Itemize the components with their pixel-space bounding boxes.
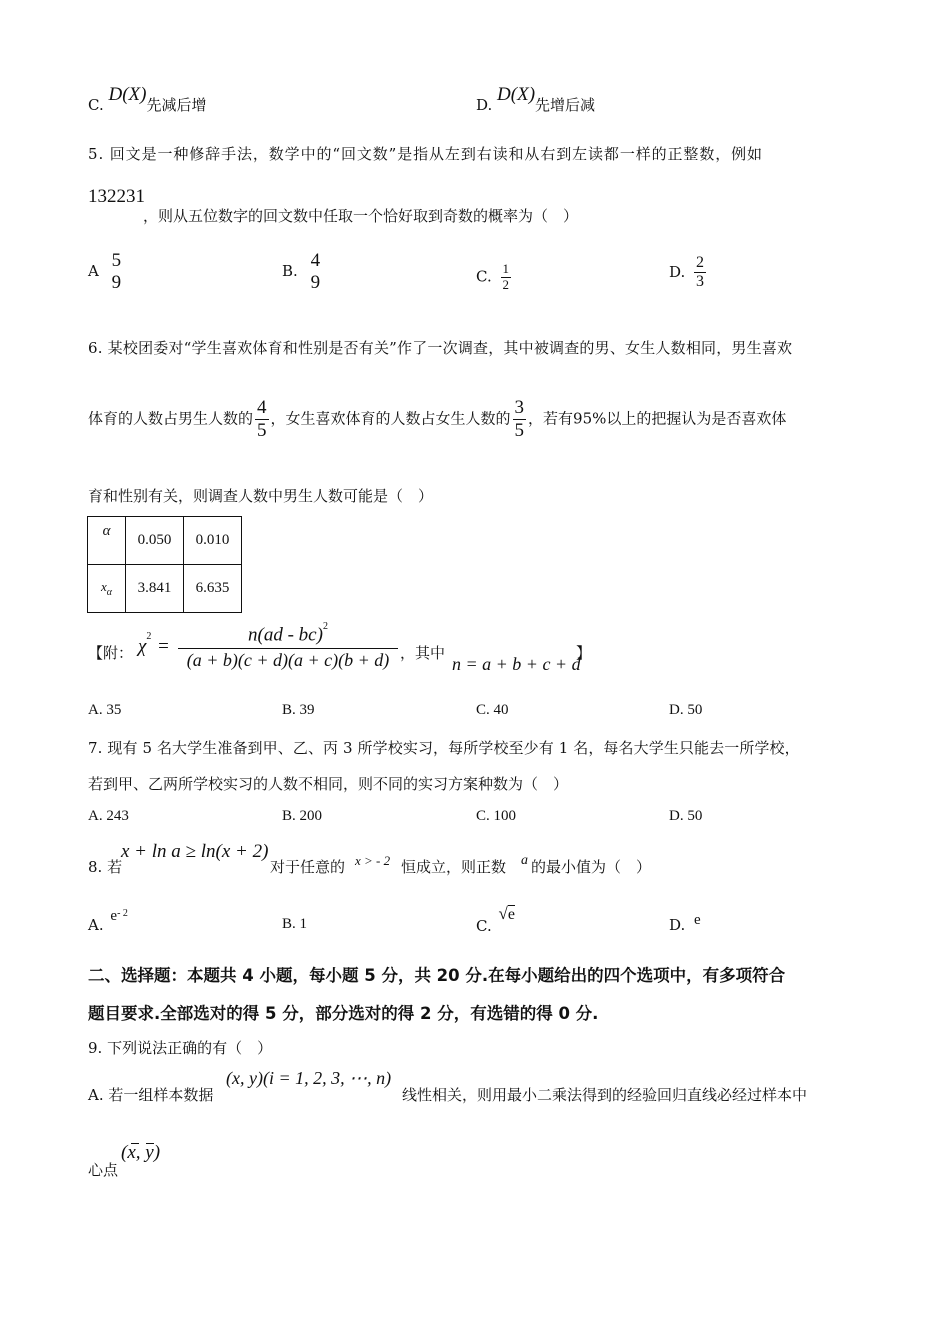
q4-option-c-label: C.	[88, 96, 104, 114]
sqrt-icon: √	[498, 904, 508, 923]
formula-numerator-text: n(ad - bc)	[248, 624, 323, 646]
q8-option-c	[476, 904, 515, 936]
q6-line3: 育和性别有关，则调查人数中男生人数可能是（ ）	[88, 487, 434, 505]
option-label: A.	[88, 916, 104, 934]
x-symbol: x	[100, 579, 107, 594]
q5-line2: ，则从五位数字的回文数中任取一个恰好取到奇数的概率为（ ）	[143, 207, 579, 225]
q5-number: 132231	[88, 186, 145, 207]
q7-option-d: D. 50	[669, 808, 703, 824]
q4-option-c-expr: D(X)	[108, 84, 147, 105]
option-label: C.	[476, 917, 492, 935]
numerator: 5	[111, 250, 122, 271]
formula-denominator: (a + b)(c + d)(a + c)(b + d)	[186, 650, 390, 671]
formula-numerator-exponent: 2	[322, 621, 328, 632]
option-label: B.	[282, 261, 298, 280]
q6-appendix-close: 】	[576, 644, 592, 662]
x-subscript: α	[106, 587, 113, 598]
equals-sign: =	[158, 636, 169, 657]
q6-option-d: D. 50	[669, 702, 703, 718]
chi-exponent: 2	[146, 630, 152, 642]
q5-option-a	[88, 250, 123, 294]
numerator: 4	[257, 397, 267, 418]
formula-numerator	[178, 620, 398, 646]
q8-condition: x > - 2	[355, 853, 391, 868]
table-cell: 0.050	[126, 517, 184, 565]
table-row	[88, 565, 242, 613]
n-definition: n = a + b + c + d	[452, 654, 581, 674]
numerator: 4	[310, 250, 321, 271]
numerator: 1	[502, 261, 509, 276]
option-label: D.	[669, 916, 686, 934]
table-cell: 3.841	[126, 565, 184, 613]
q9-option-a-line2: 心点	[88, 1161, 119, 1179]
q5-option-c	[476, 262, 511, 293]
chi-squared	[138, 630, 169, 658]
denominator: 3	[696, 273, 705, 291]
q8-option-d	[669, 912, 701, 935]
q9-sample-data: (x, y)(i = 1, 2, 3, ⋯, n)	[226, 1068, 392, 1088]
center-point-expr: (x, y)	[121, 1142, 161, 1163]
q4-option-d	[476, 84, 596, 116]
q4-option-c	[88, 84, 207, 116]
table-cell-alpha	[88, 517, 126, 565]
y-bar-overline	[146, 1143, 154, 1144]
formula-fraction	[178, 620, 398, 671]
q8-mid1: 对于任意的	[270, 858, 346, 876]
x-bar-overline	[131, 1143, 139, 1144]
q7-option-b: B. 200	[282, 808, 323, 824]
table-cell-x-alpha	[88, 565, 126, 613]
q4-option-d-label: D.	[476, 96, 493, 114]
critical-value-table	[87, 516, 242, 613]
q7-option-a: A. 243	[88, 808, 129, 824]
table-cell: 6.635	[184, 565, 242, 613]
q6-option-b: B. 39	[282, 702, 315, 718]
q7-line2: 若到甲、乙两所学校实习的人数不相同，则不同的实习方案种数为（ ）	[88, 775, 569, 793]
section2-heading-line1: 二、选择题：本题共 4 小题，每小题 5 分，共 20 分.在每小题给出的四个选项中，有多项符合	[88, 966, 786, 985]
q6-option-a: A. 35	[88, 702, 122, 718]
q8-option-b: B. 1	[282, 916, 308, 932]
denominator: 9	[111, 271, 122, 293]
denominator: 2	[502, 276, 509, 292]
e-constant: e	[694, 912, 701, 928]
denominator: 9	[310, 271, 321, 293]
option-label: D.	[669, 262, 686, 281]
q8-option-a	[88, 908, 128, 935]
q6-appendix-mid: ，其中	[400, 644, 446, 662]
denominator: 5	[514, 419, 525, 441]
sample-center-point	[121, 1142, 160, 1164]
q8-variable: a	[521, 853, 528, 868]
q6-line1: 6. 某校团委对“学生喜欢体育和性别是否有关”作了一次调查，其中被调查的男、女生人数相同，男生喜欢	[88, 339, 793, 357]
q6-line2-part1: 体育的人数占男生人数的	[88, 409, 254, 428]
q4-option-d-expr: D(X)	[497, 84, 536, 105]
q8-inequality: x + ln a ≥ ln(x + 2)	[121, 841, 269, 862]
q5-line1: 5. 回文是一种修辞手法，数学中的“回文数”是指从左到右读和从右到左读都一样的正整数，例如	[88, 145, 763, 163]
q4-option-d-text: 先增后减	[535, 96, 596, 114]
chi-symbol: χ	[138, 636, 147, 657]
q6-line2-part3: ，若有95%以上的把握认为是否喜欢体	[528, 409, 787, 428]
table-cell: 0.010	[184, 517, 242, 565]
sqrt-radicand: e	[507, 906, 515, 923]
numerator: 2	[696, 254, 705, 271]
alpha-symbol: α	[102, 523, 111, 539]
q6-line2-part2: ，女生喜欢体育的人数占女生人数的	[270, 409, 511, 428]
option-label: C.	[476, 267, 492, 286]
q4-option-c-text: 先减后增	[146, 96, 207, 114]
e-exponent: - 2	[117, 908, 128, 919]
q9-option-a-prefix: A. 若一组样本数据	[88, 1086, 214, 1104]
e-base: e	[110, 908, 118, 924]
denominator: 5	[257, 419, 267, 441]
option-label: A	[88, 261, 99, 280]
q6-line2	[88, 397, 786, 442]
q8-mid2: 恒成立，则正数	[401, 858, 507, 876]
q5-option-b	[282, 250, 322, 294]
q9-option-a-suffix: 线性相关，则用最小二乘法得到的经验回归直线必经过样本中	[402, 1086, 808, 1104]
table-row	[88, 517, 242, 565]
section2-heading-line2: 题目要求.全部选对的得 5 分，部分选对的得 2 分，有选错的得 0 分.	[88, 1004, 599, 1023]
q9-stem: 9. 下列说法正确的有（ ）	[88, 1039, 273, 1057]
q6-appendix-open: 【附：	[88, 644, 134, 662]
numerator: 3	[514, 397, 525, 418]
q7-option-c: C. 100	[476, 808, 517, 824]
q7-line1: 7. 现有 5 名大学生准备到甲、乙、丙 3 所学校实习，每所学校至少有 1 名，每名大学生只能去一所学校，	[88, 739, 800, 757]
q8-prefix: 8. 若	[88, 858, 123, 876]
q8-suffix: 的最小值为（ ）	[531, 858, 652, 876]
q5-option-d	[669, 254, 706, 292]
q6-option-c: C. 40	[476, 702, 509, 718]
